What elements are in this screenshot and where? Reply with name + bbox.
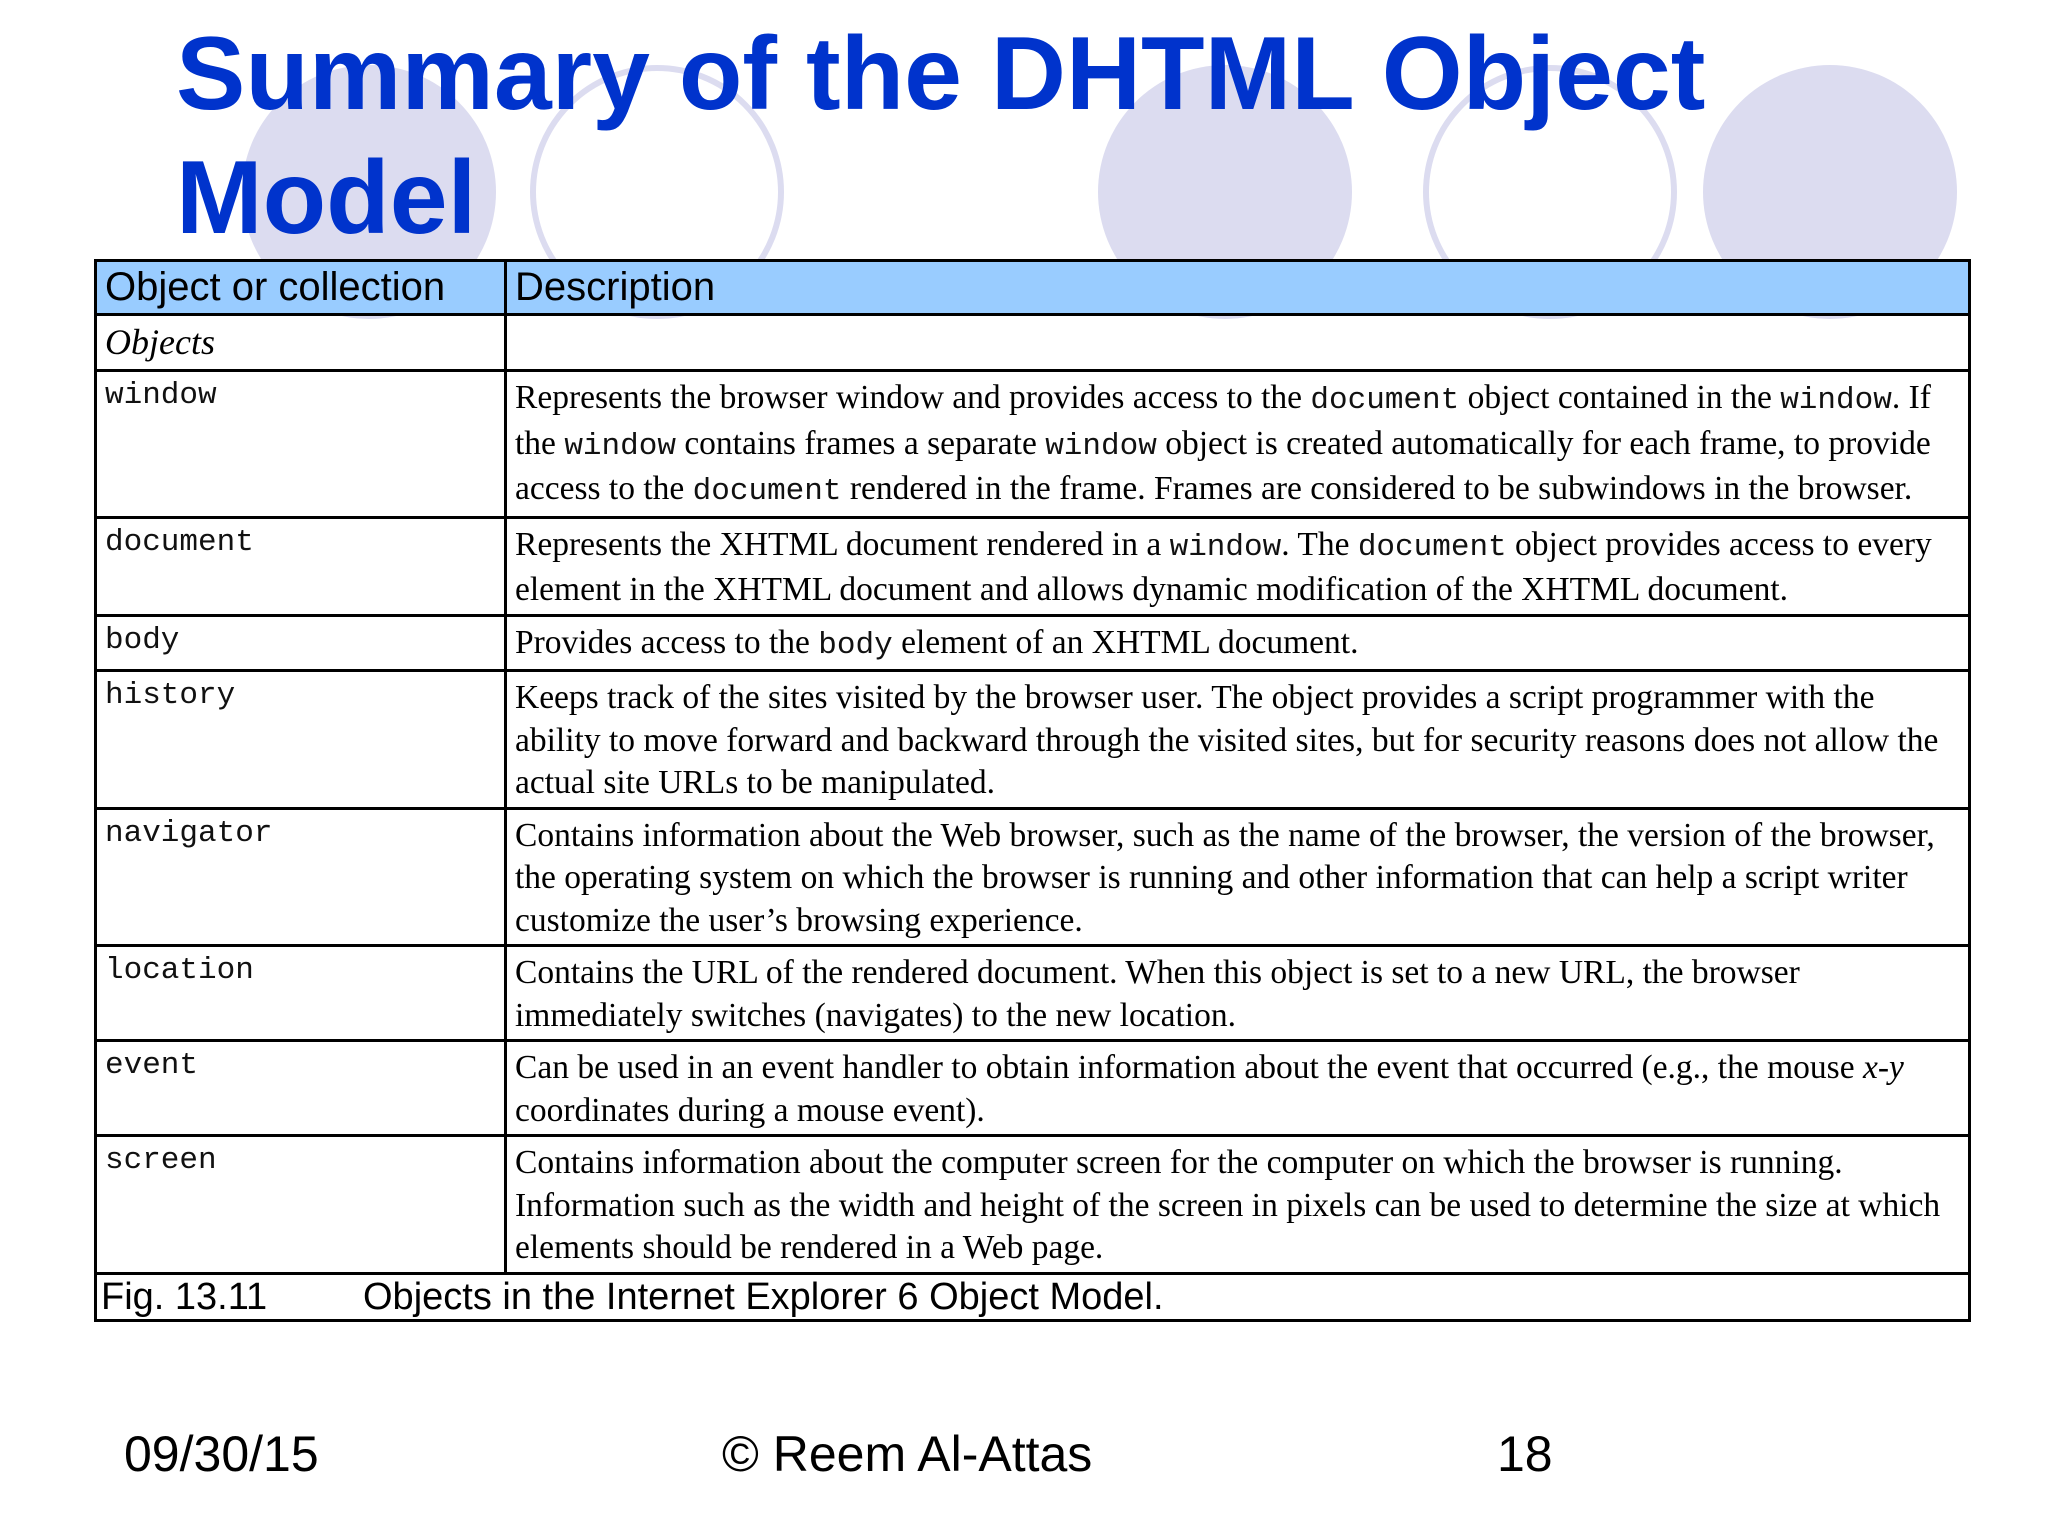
column-header-description: Description	[506, 261, 1970, 315]
description-text: object provides access to every element in the XHTML document and allows dynamic modification of the XHTML document.	[515, 525, 1932, 608]
table-row	[96, 371, 1970, 518]
table-row	[96, 615, 1970, 671]
object-name-cell: body	[96, 615, 506, 671]
description-text: coordinates during a mouse event).	[515, 1091, 985, 1129]
inline-code: document	[692, 474, 842, 509]
description-text: Keeps track of the sites visited by the browser user. The object provides a script programmer with the ability to move forward and backward through the visited sites, but for security reasons does not allow the actual site URLs to be manipulated.	[515, 679, 1939, 801]
section-empty-cell	[506, 315, 1970, 371]
description-text: . If the	[515, 379, 1931, 462]
table-row	[96, 671, 1970, 809]
object-name-cell: event	[96, 1041, 506, 1136]
inline-code: window	[1780, 383, 1892, 418]
table-row	[96, 1136, 1970, 1274]
description-text: object is created automatically for each frame, to provide access to the	[515, 424, 1931, 507]
object-name-cell: history	[96, 671, 506, 809]
slide-title: Summary of the DHTML Object Model	[176, 16, 1706, 256]
description-text: . The	[1281, 525, 1358, 563]
dom-objects-table	[94, 259, 1971, 1322]
object-name-cell: document	[96, 517, 506, 615]
object-description-cell	[506, 946, 1970, 1041]
section-label: Objects	[96, 315, 506, 371]
description-text: Represents the XHTML document rendered in a	[515, 525, 1170, 563]
inline-code: window	[1045, 428, 1157, 464]
description-text: rendered in the frame. Frames are considered to be subwindows in the browser.	[841, 470, 1913, 507]
object-description-cell	[506, 808, 1970, 946]
object-description-cell	[506, 371, 1970, 518]
description-text: object contained in the	[1459, 379, 1781, 416]
table-row	[96, 808, 1970, 946]
object-description-cell	[506, 615, 1970, 671]
object-name-cell: window	[96, 371, 506, 518]
object-description-cell	[506, 517, 1970, 615]
object-name-cell: location	[96, 946, 506, 1041]
figure-caption-text: Objects in the Internet Explorer 6 Object Model.	[363, 1275, 1164, 1318]
object-name-cell: screen	[96, 1136, 506, 1274]
table-body	[96, 315, 1970, 1274]
object-description-cell	[506, 671, 1970, 809]
inline-code: document	[1357, 529, 1507, 565]
italic-text: x-y	[1862, 1049, 1904, 1086]
object-description-cell	[506, 1041, 1970, 1136]
description-text: element of an XHTML document.	[892, 623, 1359, 661]
description-text: Represents the browser window and provides access to the	[515, 379, 1311, 416]
column-header-object: Object or collection	[96, 261, 506, 315]
table-row	[96, 1041, 1970, 1136]
description-text: Contains the URL of the rendered document. When this object is set to a new URL, the browser immediately switches (navigates) to the new location.	[515, 954, 1800, 1034]
description-text: Provides access to the	[515, 623, 819, 661]
object-name-cell: navigator	[96, 808, 506, 946]
figure-caption	[96, 1273, 1970, 1320]
inline-code: body	[818, 627, 893, 663]
description-text: Contains information about the computer screen for the computer on which the browser is running. Information such as the width and height of the screen in pixels can be used to determine the size at which elements should be rendered in a Web page.	[515, 1144, 1941, 1266]
description-text: contains frames a separate	[675, 424, 1046, 462]
inline-code: window	[1169, 529, 1282, 565]
inline-code: document	[1310, 383, 1460, 418]
section-row	[96, 315, 1970, 371]
footer-page-number: 18	[1497, 1426, 1553, 1482]
description-text: Can be used in an event handler to obtain information about the event that occurred (e.g., the mouse	[515, 1049, 1863, 1086]
caption-row	[96, 1273, 1970, 1320]
figure-label: Fig. 13.11	[101, 1275, 268, 1318]
table-row	[96, 517, 1970, 615]
description-text: Contains information about the Web browser, such as the name of the browser, the version of the browser, the operating system on which the browser is running and other information that can help a script writer customize the user’s browsing experience.	[515, 816, 1935, 939]
table-row	[96, 946, 1970, 1041]
object-description-cell	[506, 1136, 1970, 1274]
footer-author: © Reem Al-Attas	[722, 1426, 1093, 1482]
footer-date: 09/30/15	[124, 1426, 319, 1482]
table-header-row	[96, 261, 1970, 315]
inline-code: window	[564, 428, 676, 464]
